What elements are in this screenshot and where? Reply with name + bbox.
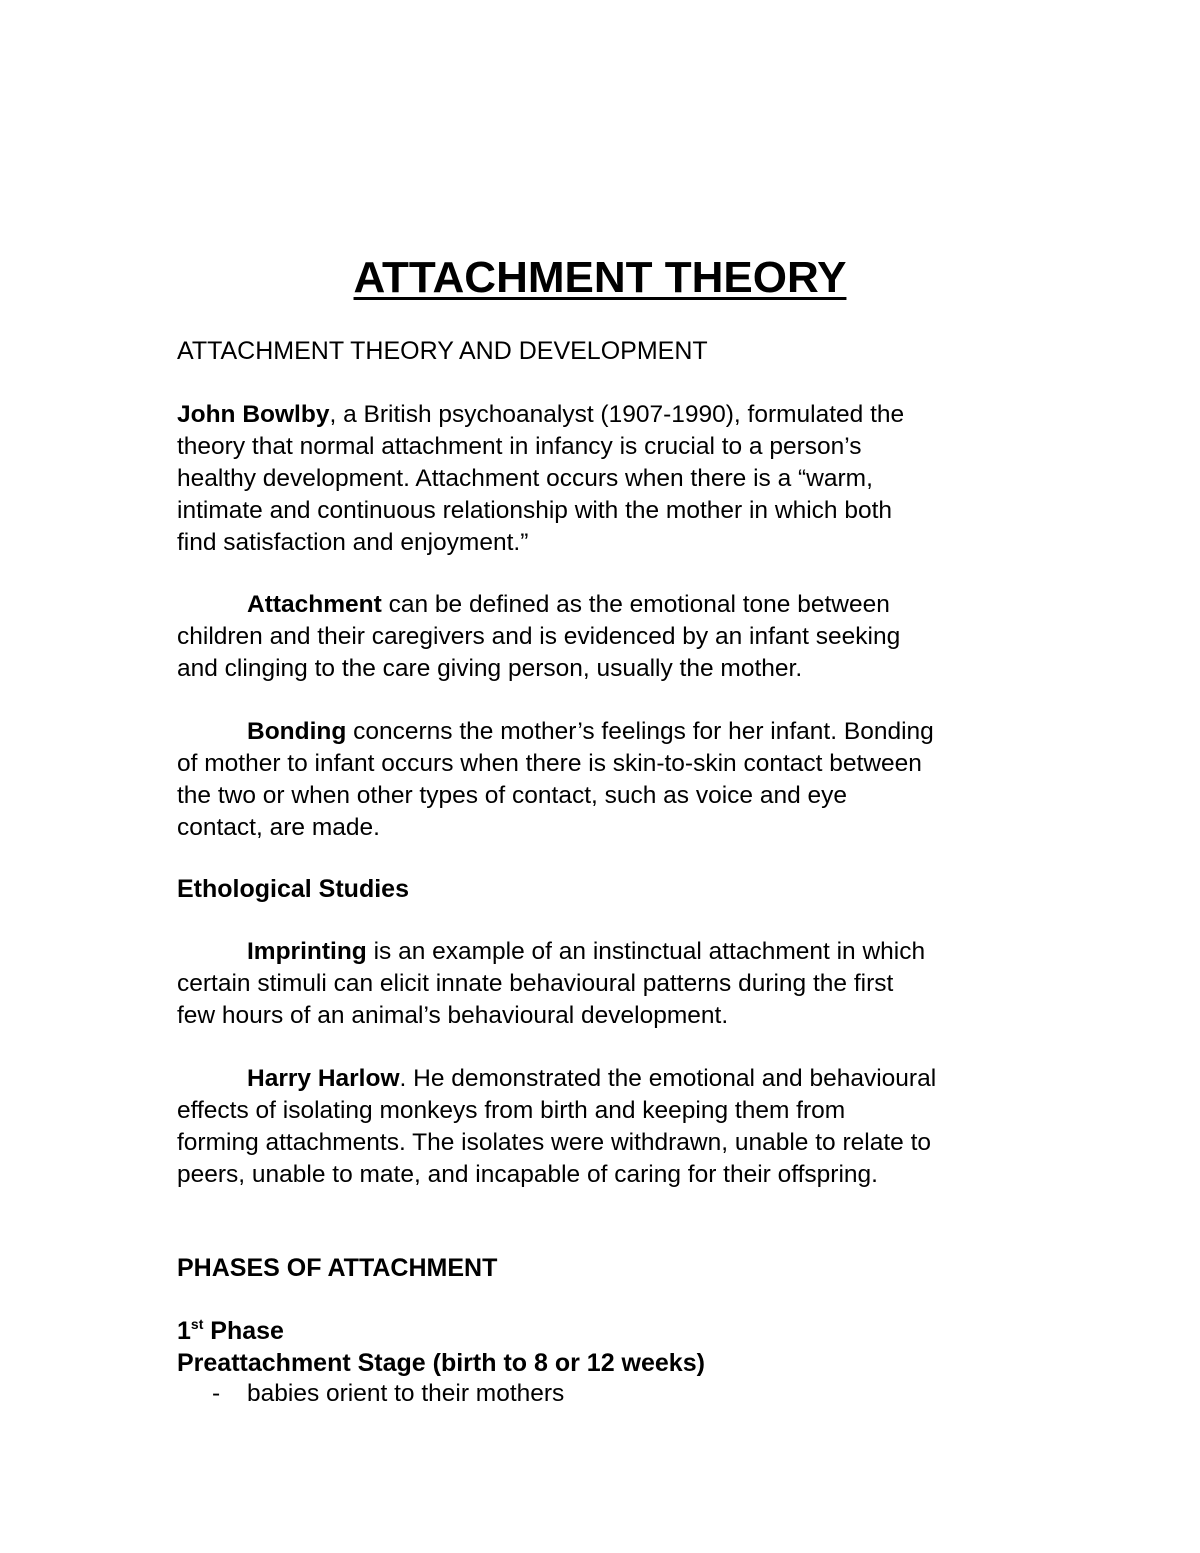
harlow-line-2: effects of isolating monkeys from birth and keeping them from xyxy=(177,1097,846,1124)
paragraph-bonding xyxy=(177,716,1037,844)
bonding-line-2: of mother to infant occurs when there is skin-to-skin contact between xyxy=(177,750,922,777)
bullet-text: babies orient to their mothers xyxy=(247,1380,565,1407)
stage-heading: Preattachment Stage (birth to 8 or 12 weeks) xyxy=(177,1349,705,1377)
bonding-line-4: contact, are made. xyxy=(177,814,380,841)
harlow-line-1: . He demonstrated the emotional and behavioural xyxy=(399,1065,937,1092)
phase-number: 1 xyxy=(177,1317,191,1345)
section-heading-phases: PHASES OF ATTACHMENT xyxy=(177,1254,498,1282)
document-title: ATTACHMENT THEORY xyxy=(353,253,847,302)
attachment-line-2: children and their caregivers and is evidenced by an infant seeking xyxy=(177,623,901,650)
bowlby-line-4: intimate and continuous relationship with the mother in which both xyxy=(177,497,892,524)
list-item xyxy=(212,1378,564,1410)
section-heading-theory-development: ATTACHMENT THEORY AND DEVELOPMENT xyxy=(177,337,708,365)
term-harry-harlow: Harry Harlow xyxy=(247,1065,400,1092)
imprinting-line-2: certain stimuli can elicit innate behavioural patterns during the first xyxy=(177,970,894,997)
term-bonding: Bonding xyxy=(247,718,347,745)
bowlby-line-3: healthy development. Attachment occurs when there is a “warm, xyxy=(177,465,873,492)
phase-ordinal: st xyxy=(190,1316,204,1332)
bonding-line-3: the two or when other types of contact, such as voice and eye xyxy=(177,782,848,809)
harlow-line-3: forming attachments. The isolates were withdrawn, unable to relate to xyxy=(177,1129,931,1156)
attachment-line-1: can be defined as the emotional tone between xyxy=(381,591,890,618)
harlow-line-4: peers, unable to mate, and incapable of caring for their offspring. xyxy=(177,1161,878,1188)
paragraph-imprinting xyxy=(177,936,1037,1032)
phase-heading xyxy=(177,1315,284,1347)
paragraph-harlow xyxy=(177,1063,1037,1191)
phase-word: Phase xyxy=(203,1317,284,1345)
imprinting-line-3: few hours of an animal’s behavioural development. xyxy=(177,1002,729,1029)
bowlby-line-5: find satisfaction and enjoyment.” xyxy=(177,529,529,556)
term-john-bowlby: John Bowlby xyxy=(177,401,330,428)
section-heading-ethological-studies: Ethological Studies xyxy=(177,875,409,903)
bonding-line-1: concerns the mother’s feelings for her infant. Bonding xyxy=(346,718,934,745)
paragraph-attachment xyxy=(177,589,1037,685)
term-imprinting: Imprinting xyxy=(247,938,367,965)
attachment-line-3: and clinging to the care giving person, usually the mother. xyxy=(177,655,803,682)
bullet-dash: - xyxy=(212,1380,221,1407)
term-attachment: Attachment xyxy=(247,591,382,618)
bowlby-line-1: , a British psychoanalyst (1907-1990), formulated the xyxy=(329,401,905,428)
paragraph-bowlby xyxy=(177,399,1037,559)
bowlby-line-2: theory that normal attachment in infancy is crucial to a person’s xyxy=(177,433,862,460)
imprinting-line-1: is an example of an instinctual attachment in which xyxy=(366,938,926,965)
